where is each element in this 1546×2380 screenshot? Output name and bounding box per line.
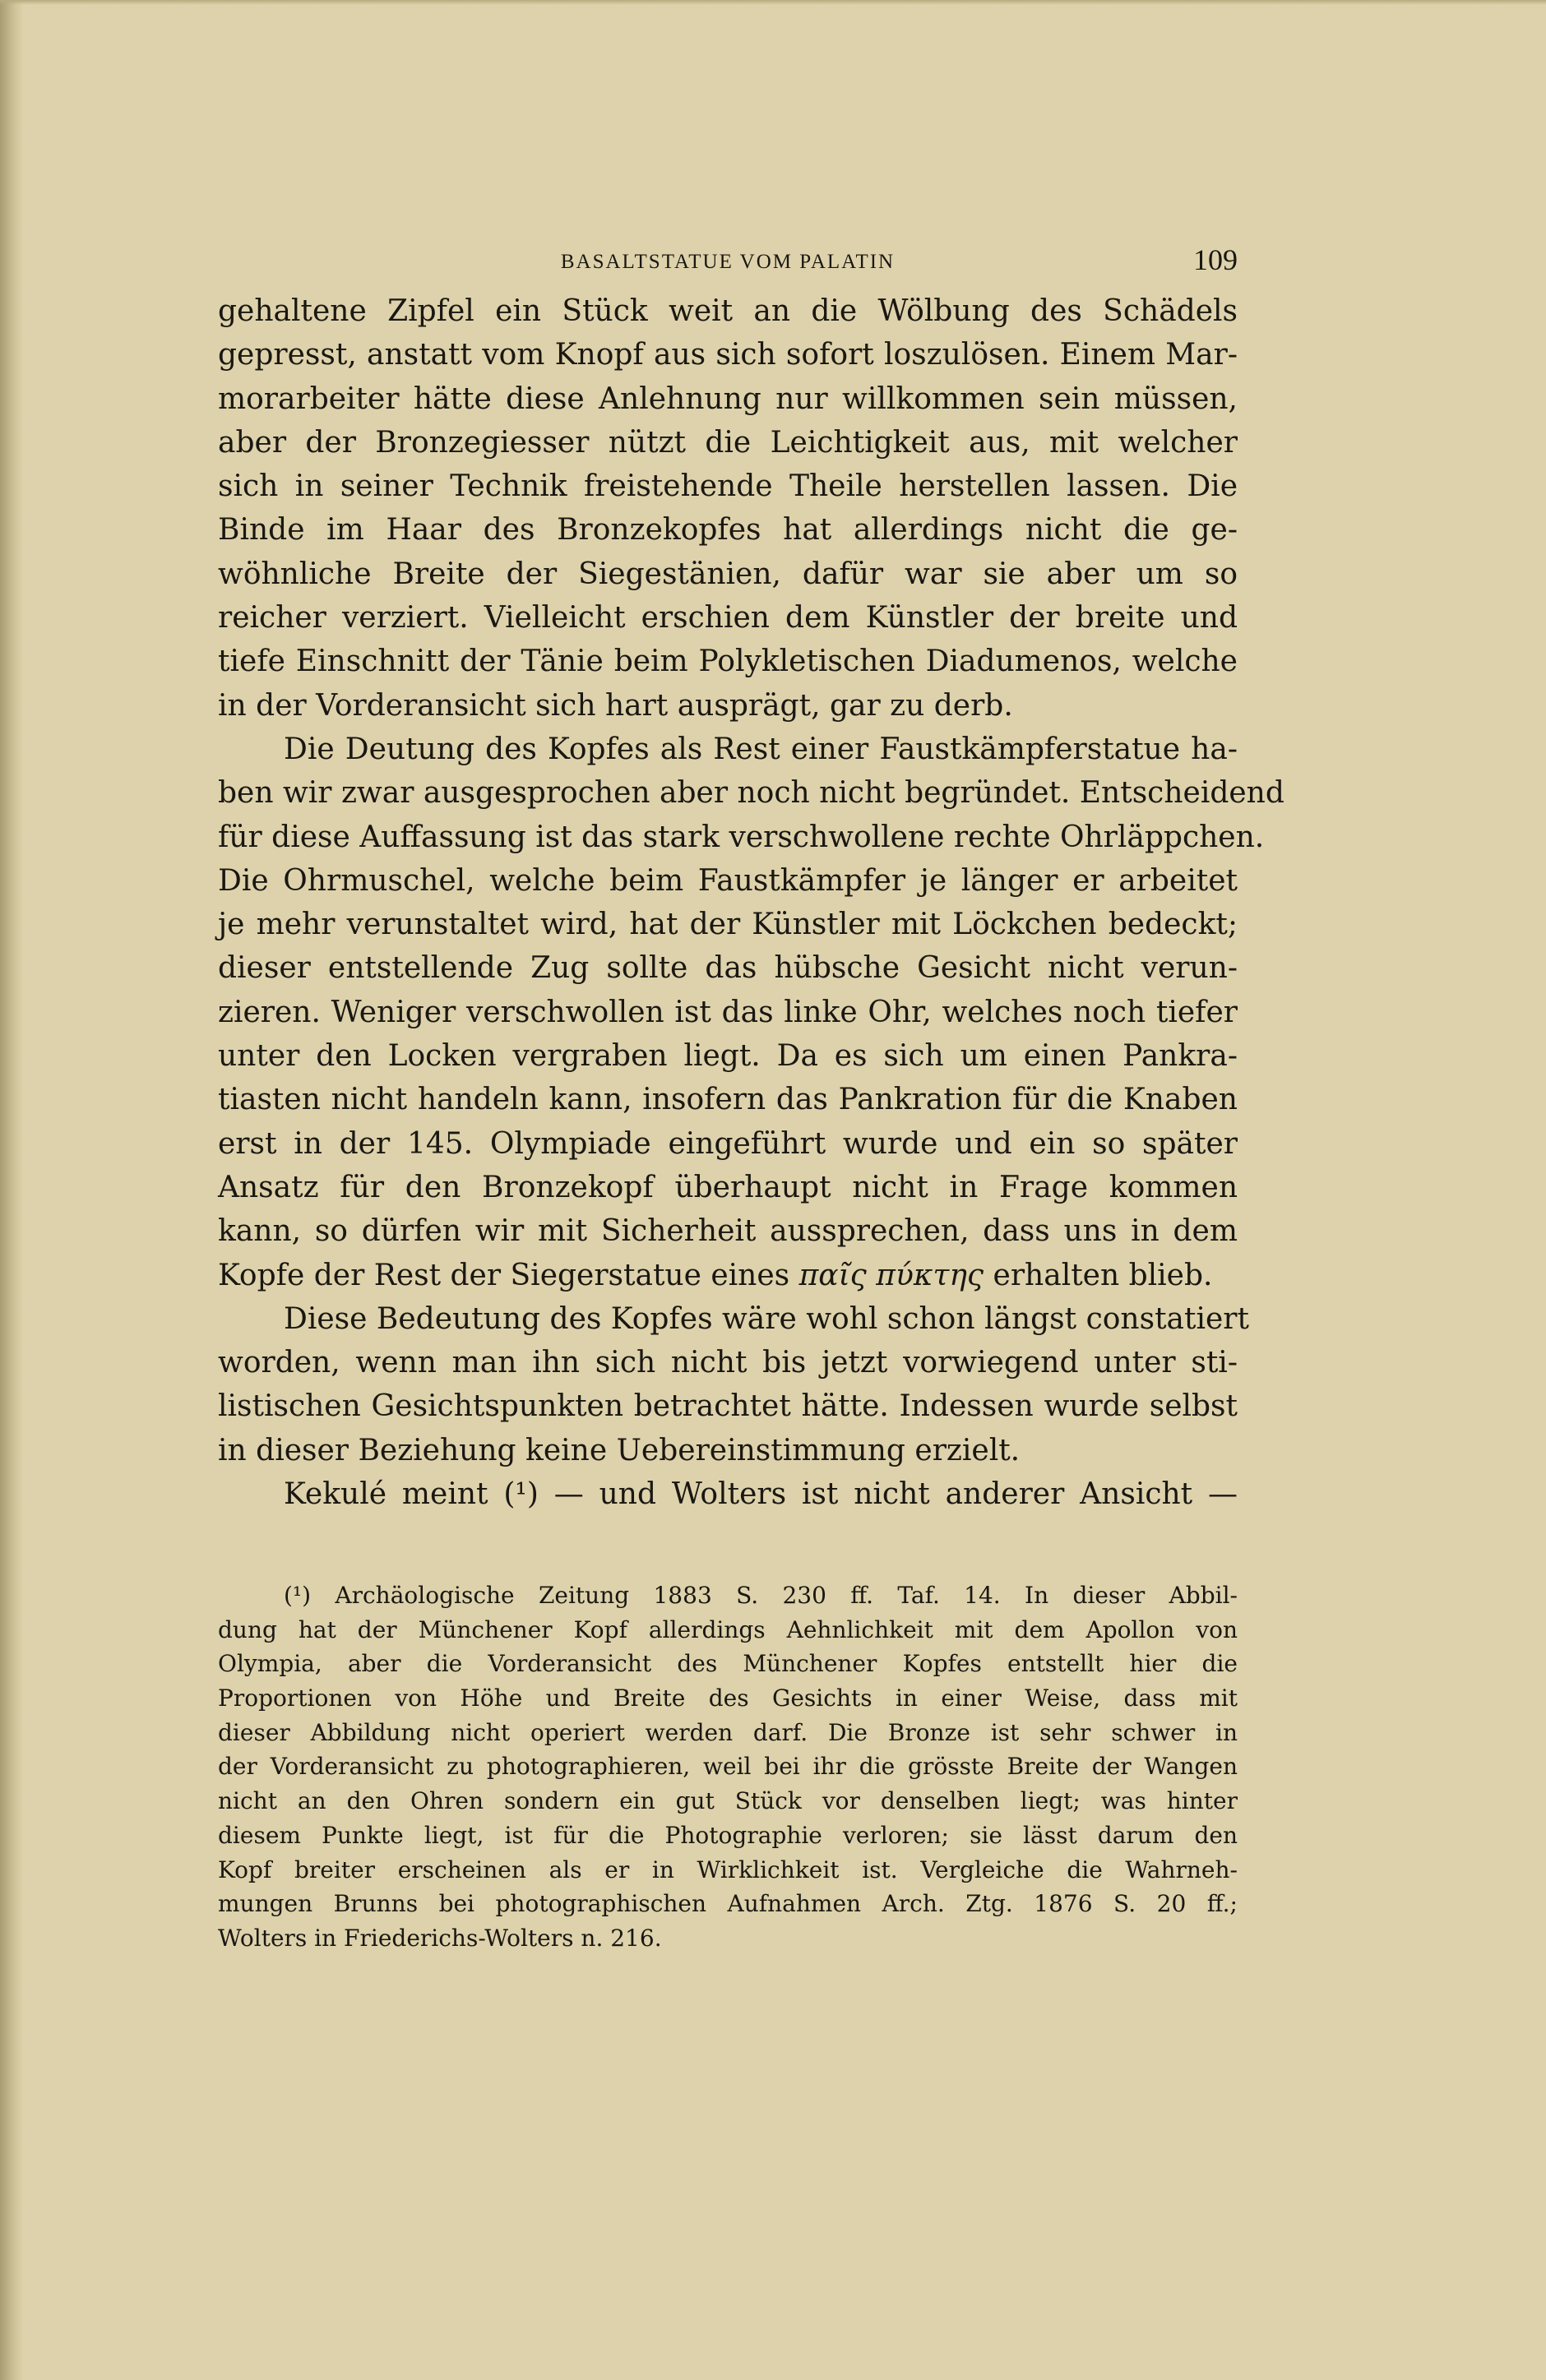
text-line: Die Deutung des Kopfes als Rest einer Faustkämpferstatue ha-	[284, 732, 1238, 766]
footnote-line: (¹) Archäologische Zeitung 1883 S. 230 ff. Taf. 14. In dieser Abbil-	[284, 1582, 1238, 1609]
text-line: unter den Locken vergraben liegt. Da es sich um einen Pankra-	[218, 1039, 1238, 1074]
text-line: für diese Auffassung ist das stark verschwollene rechte Ohrläppchen.	[218, 820, 1265, 854]
footnote-line: Wolters in Friederichs-Wolters n. 216.	[218, 1924, 662, 1952]
text-line: Kekulé meint (¹) — und Wolters ist nicht anderer Ansicht —	[284, 1477, 1238, 1512]
running-title: BASALTSTATUE VOM PALATIN	[560, 251, 896, 273]
footnote-line: der Vorderansicht zu photographieren, weil bei ihr die grösste Breite der Wangen	[218, 1753, 1238, 1781]
text-line: wöhnliche Breite der Siegestänien, dafür war sie aber um so	[218, 557, 1238, 591]
text-line: kann, so dürfen wir mit Sicherheit aussprechen, dass uns in dem	[218, 1214, 1238, 1249]
footnote-line: mungen Brunns bei photographischen Aufnahmen Arch. Ztg. 1876 S. 20 ff.;	[218, 1890, 1238, 1918]
running-head	[218, 243, 1238, 284]
footnote-line: Kopf breiter erscheinen als er in Wirklichkeit ist. Vergleiche die Wahrneh-	[218, 1855, 1238, 1883]
text-line: tiefe Einschnitt der Tänie beim Polykletischen Diadumenos, welche	[218, 645, 1238, 679]
text-line: Die Ohrmuschel, welche beim Faustkämpfer je länger er arbeitet	[218, 863, 1238, 898]
footnote-line: Proportionen von Höhe und Breite des Gesichts in einer Weise, dass mit	[218, 1684, 1238, 1712]
footnote-line: dung hat der Münchener Kopf allerdings Aehnlichkeit mit dem Apollon von	[218, 1615, 1238, 1643]
footnote-line: dieser Abbildung nicht operiert werden darf. Die Bronze ist sehr schwer in	[218, 1718, 1238, 1746]
text-line: Binde im Haar des Bronzekopfes hat allerdings nicht die ge-	[218, 513, 1238, 548]
text-line: gehaltene Zipfel ein Stück weit an die Wölbung des Schädels	[218, 294, 1238, 328]
text-line: worden, wenn man ihn sich nicht bis jetzt vorwiegend unter sti-	[218, 1346, 1238, 1380]
text-line: Diese Bedeutung des Kopfes wäre wohl schon längst constatiert	[284, 1301, 1249, 1336]
footnote-line: diesem Punkte liegt, ist für die Photographie verloren; sie lässt darum den	[218, 1821, 1238, 1849]
page-number: 109	[1193, 243, 1238, 276]
text-line: in dieser Beziehung keine Uebereinstimmung erzielt.	[218, 1433, 1021, 1467]
text-line: in der Vorderansicht sich hart ausprägt, gar zu derb.	[218, 688, 1013, 723]
text-line: Ansatz für den Bronzekopf überhaupt nicht in Frage kommen	[218, 1170, 1238, 1204]
footnote-line: Olympia, aber die Vorderansicht des Münchener Kopfes entstellt hier die	[218, 1650, 1238, 1678]
text-line: erst in der 145. Olympiade eingeführt wurde und ein so später	[218, 1126, 1238, 1161]
text-line: ben wir zwar ausgesprochen aber noch nicht begründet. Entscheidend	[218, 776, 1284, 811]
text-line: zieren. Weniger verschwollen ist das linke Ohr, welches noch tiefer	[218, 995, 1238, 1029]
text-segment: erhalten blieb.	[984, 1258, 1213, 1292]
text-line: reicher verziert. Vielleicht erschien dem Künstler der breite und	[218, 601, 1238, 635]
text-line: gepresst, anstatt vom Knopf aus sich sofort loszulösen. Einem Mar-	[218, 338, 1238, 372]
footnote-line: nicht an den Ohren sondern ein gut Stück vor denselben liegt; was hinter	[218, 1787, 1238, 1815]
text-line: listischen Gesichtspunkten betrachtet hätte. Indessen wurde selbst	[218, 1389, 1238, 1424]
main-text	[218, 289, 1284, 1516]
greek-phrase: παῖς πύκτης	[798, 1258, 984, 1292]
text-line: morarbeiter hätte diese Anlehnung nur willkommen sein müssen,	[218, 381, 1238, 416]
text-line: tiasten nicht handeln kann, insofern das Pankration für die Knaben	[218, 1083, 1238, 1117]
text-line: je mehr verunstaltet wird, hat der Künstler mit Löckchen bedeckt;	[218, 908, 1238, 942]
text-line-with-greek	[218, 1254, 1238, 1297]
footnote	[218, 1578, 1238, 1956]
text-line: sich in seiner Technik freistehende Theile herstellen lassen. Die	[218, 469, 1238, 504]
text-line: aber der Bronzegiesser nützt die Leichtigkeit aus, mit welcher	[218, 425, 1238, 460]
text-line: dieser entstellende Zug sollte das hübsche Gesicht nicht verun-	[218, 951, 1238, 986]
text-segment: Kopfe der Rest der Siegerstatue eines	[218, 1258, 799, 1292]
